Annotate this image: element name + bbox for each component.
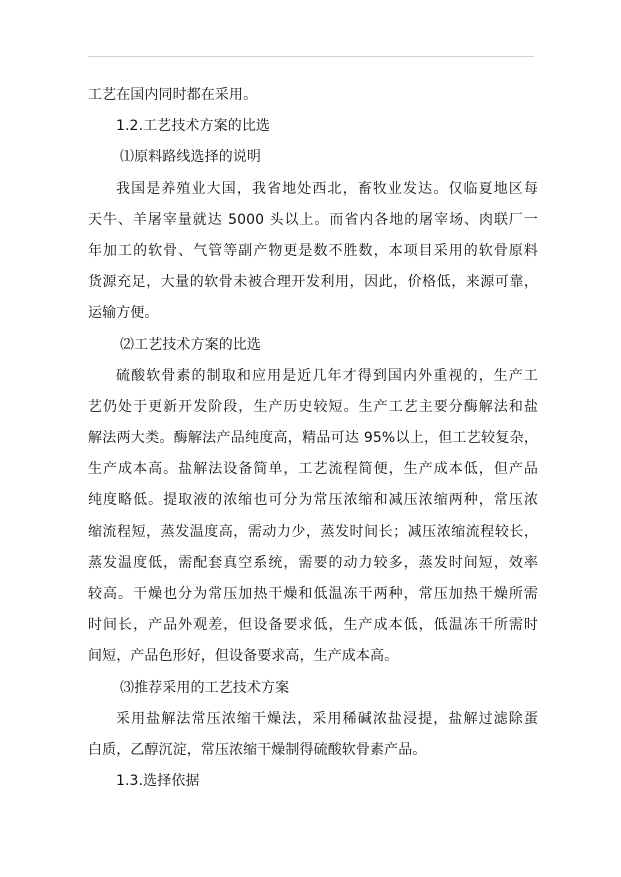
paragraph-line: 艺仍处于更新开发阶段，生产历史较短。生产工艺主要分酶解法和盐 — [88, 398, 538, 415]
subsection-heading: ⑴原料路线选择的说明 — [120, 149, 261, 166]
subsection-heading: ⑶推荐采用的工艺技术方案 — [120, 679, 290, 696]
paragraph-line: 生产成本高。盐解法设备简单，工艺流程简便，生产成本低，但产品 — [88, 461, 538, 478]
paragraph-line: 时间长，产品外观差，但设备要求低，生产成本低，低温冻干所需时 — [88, 617, 538, 634]
paragraph-line: 间短，产品色形好，但设备要求高，生产成本高。 — [88, 648, 399, 665]
paragraph-line: 蒸发温度低，需配套真空系统，需要的动力较多，蒸发时间短，效率 — [88, 554, 538, 571]
paragraph-line: 我国是养殖业大国，我省地处西北，畜牧业发达。仅临夏地区每 — [116, 180, 538, 197]
paragraph-line: 工艺在国内同时都在采用。 — [88, 87, 258, 103]
paragraph-line: 天牛、羊屠宰量就达 5000 头以上。而省内各地的屠宰场、肉联厂一 — [88, 211, 538, 228]
section-heading: 1.2.工艺技术方案的比选 — [116, 118, 271, 135]
document-body — [88, 80, 538, 797]
paragraph-line: 采用盐解法常压浓缩干燥法，采用稀碱浓盐浸提，盐解过滤除蛋 — [116, 710, 538, 727]
header-rule — [88, 56, 534, 57]
subsection-heading: ⑵工艺技术方案的比选 — [120, 336, 261, 353]
paragraph-line: 较高。干燥也分为常压加热干燥和低温冻干两种，常压加热干燥所需 — [88, 586, 538, 602]
paragraph-line: 货源充足，大量的软骨未被合理开发利用，因此，价格低，来源可靠， — [88, 274, 538, 291]
paragraph-line: 缩流程短，蒸发温度高，需动力少，蒸发时间长；减压浓缩流程较长， — [88, 523, 538, 540]
paragraph-line: 解法两大类。酶解法产品纯度高，精品可达 95%以上，但工艺较复杂， — [88, 430, 538, 447]
paragraph-line: 硫酸软骨素的制取和应用是近几年才得到国内外重视的，生产工 — [116, 367, 538, 384]
paragraph-line: 纯度略低。提取液的浓缩也可分为常压浓缩和减压浓缩两种，常压浓 — [88, 492, 538, 509]
paragraph-line: 白质，乙醇沉淀，常压浓缩干燥制得硫酸软骨素产品。 — [88, 741, 427, 758]
section-heading: 1.3.选择依据 — [116, 773, 200, 790]
paragraph-line: 年加工的软骨、气管等副产物更是数不胜数，本项目采用的软骨原料 — [88, 242, 538, 259]
paragraph-line: 运输方便。 — [88, 305, 159, 322]
